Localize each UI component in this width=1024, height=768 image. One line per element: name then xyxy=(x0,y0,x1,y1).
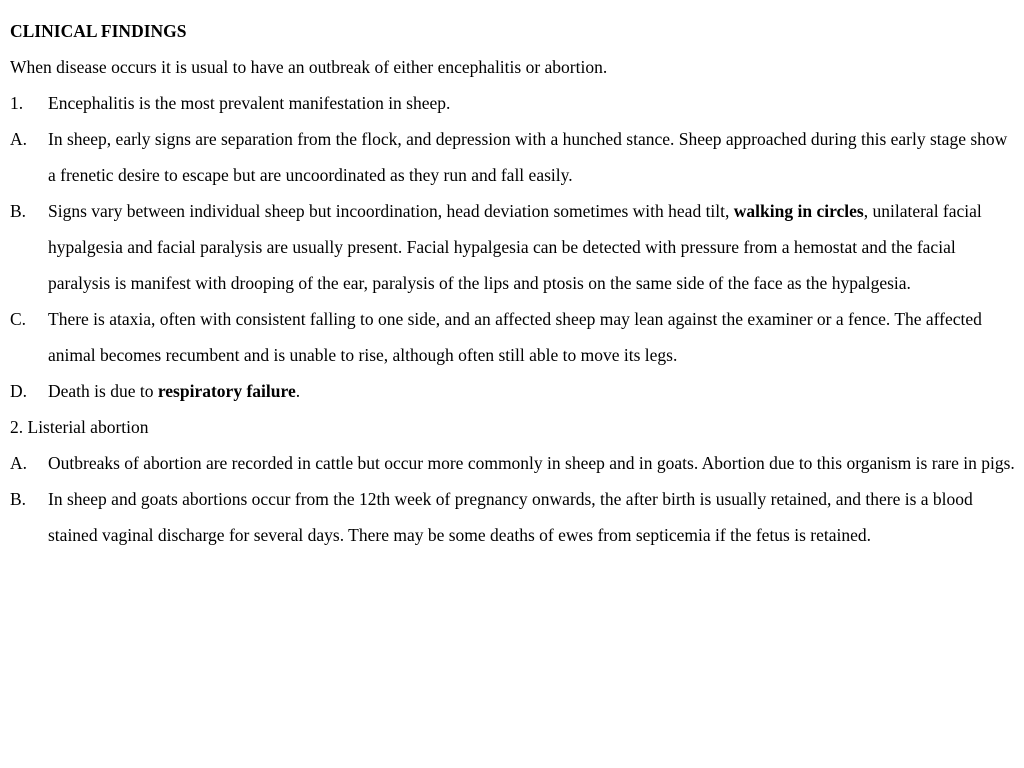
section-1-item-d xyxy=(10,373,1016,409)
text-segment: Signs vary between individual sheep but incoordination, head deviation sometimes with head tilt, xyxy=(48,201,734,221)
list-item-text xyxy=(48,193,1016,301)
list-marker: C. xyxy=(10,309,27,329)
section-1-marker: 1. xyxy=(10,93,24,113)
list-marker: B. xyxy=(10,201,27,221)
emphasis-respiratory-failure: respiratory failure xyxy=(157,381,296,401)
list-marker: B. xyxy=(10,489,27,509)
section-2-title: 2. Listerial abortion xyxy=(10,417,149,437)
list-marker: D. xyxy=(10,381,28,401)
list-item-text: There is ataxia, often with consistent falling to one side, and an affected sheep may lean against the examiner or a fence. The affected animal becomes recumbent and is unable to rise, although often still able to move its legs. xyxy=(48,309,982,365)
document-heading: CLINICAL FINDINGS xyxy=(10,21,187,41)
intro-paragraph: When disease occurs it is usual to have an outbreak of either encephalitis or abortion. xyxy=(10,57,608,77)
section-2-item-b xyxy=(10,481,1016,553)
list-item-text xyxy=(48,373,1016,409)
section-1-item-c xyxy=(10,301,1016,373)
document-page xyxy=(10,13,1016,553)
list-marker: A. xyxy=(10,129,28,149)
text-segment: , unilateral facial hypalgesia and facial paralysis are usually present. Facial hypalgesia can be detected with pressure from a hemostat and the facial paralysis is manifest with drooping of the ear, paralysis of the lips and ptosis on the same side of the face as the hypalgesia. xyxy=(48,201,982,293)
section-2-item-a xyxy=(10,445,1016,481)
list-item-text: In sheep, early signs are separation from the flock, and depression with a hunched stance. Sheep approached during this early stage show a frenetic desire to escape but are uncoordinated as they run and fall easily. xyxy=(48,129,1008,185)
list-item-text: In sheep and goats abortions occur from the 12th week of pregnancy onwards, the after birth is usually retained, and there is a blood stained vaginal discharge for several days. There may be some deaths of ewes from septicemia if the fetus is retained. xyxy=(48,489,973,545)
emphasis-walking-in-circles: walking in circles xyxy=(733,201,864,221)
section-1 xyxy=(10,85,1016,121)
section-1-item-b xyxy=(10,193,1016,301)
list-marker: A. xyxy=(10,453,28,473)
text-segment: . xyxy=(295,381,301,401)
list-item-text: Outbreaks of abortion are recorded in cattle but occur more commonly in sheep and in goats. Abortion due to this organism is rare in pigs. xyxy=(48,453,1015,473)
text-segment: Death is due to xyxy=(48,381,158,401)
section-1-text: Encephalitis is the most prevalent manifestation in sheep. xyxy=(48,93,451,113)
section-1-item-a xyxy=(10,121,1016,193)
